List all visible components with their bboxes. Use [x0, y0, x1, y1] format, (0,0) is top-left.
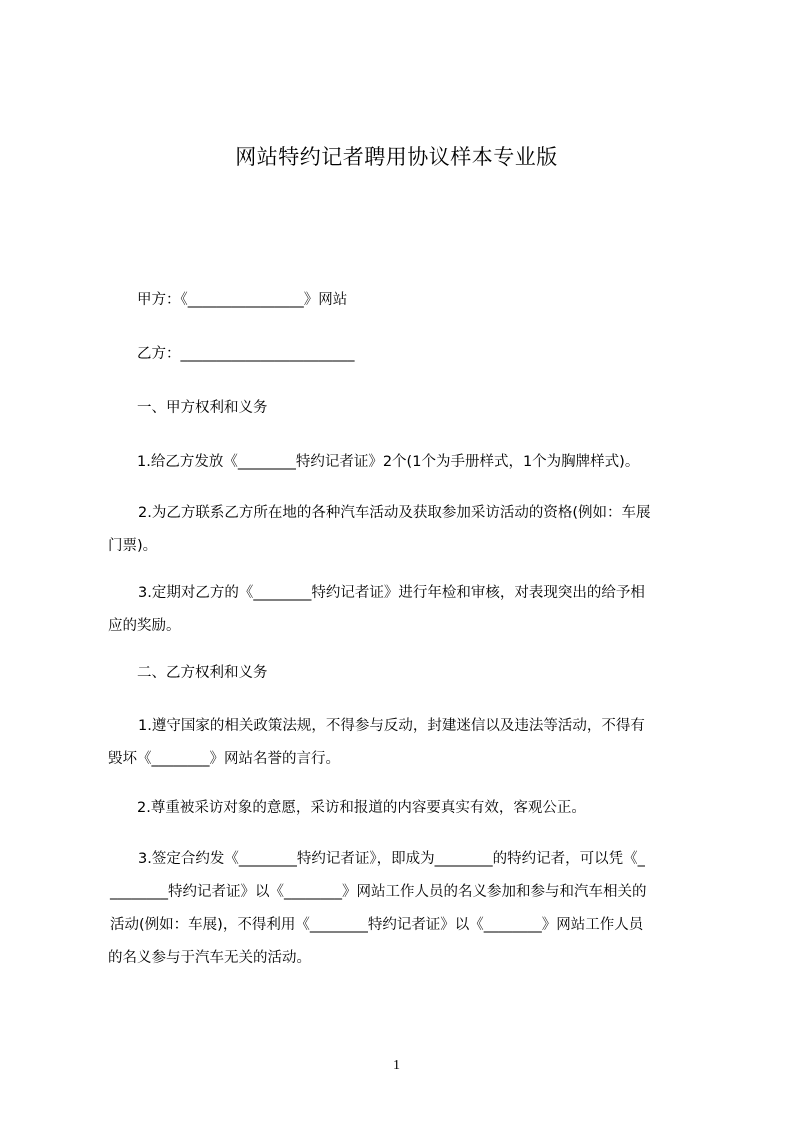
section-2-item-3-line-2: ________特约记者证》以《________》网站工作人员的名义参加和参与和汽车相关的 [110, 884, 647, 900]
section-1-heading: 一、甲方权利和义务 [137, 400, 268, 416]
party-a-line: 甲方：《________________》网站 [137, 292, 348, 308]
section-2-item-1-line-2: 毁坏《________》网站名誉的言行。 [108, 751, 340, 767]
section-2-item-3-line-1: 3.签定合约发《________特约记者证》，即成为________的特约记者，可以凭《_ [138, 851, 645, 867]
section-2-item-1 [108, 710, 645, 776]
section-2-item-3-line-3: 活动(例如：车展)，不得利用《________特约记者证》以《________》网站工作人员 [110, 917, 644, 933]
section-1-item-1: 1.给乙方发放《________特约记者证》2个(1个为手册样式，1个为胸牌样式)。 [137, 454, 640, 470]
section-1-item-2 [108, 497, 651, 563]
section-2-heading: 二、乙方权利和义务 [137, 665, 268, 681]
section-1-item-3 [108, 577, 645, 643]
section-1-item-2-line-1: 2.为乙方联系乙方所在地的各种汽车活动及获取参加采访活动的资格(例如：车展 [138, 505, 651, 521]
section-1-item-3-line-2: 应的奖励。 [108, 618, 181, 634]
document-title: 网站特约记者聘用协议样本专业版 [235, 145, 558, 169]
section-1-item-2-line-2: 门票)。 [108, 538, 158, 554]
party-b-line: 乙方：________________________ [137, 346, 355, 362]
page-number: 1 [393, 1058, 400, 1073]
section-2-item-3 [108, 843, 647, 975]
section-1-item-3-line-1: 3.定期对乙方的《________特约记者证》进行年检和审核，对表现突出的给予相 [138, 585, 645, 601]
section-2-item-1-line-1: 1.遵守国家的相关政策法规，不得参与反动，封建迷信以及违法等活动，不得有 [138, 718, 645, 734]
section-2-item-3-line-4: 的名义参与于汽车无关的活动。 [108, 950, 311, 966]
section-2-item-2: 2.尊重被采访对象的意愿，采访和报道的内容要真实有效，客观公正。 [137, 800, 586, 816]
